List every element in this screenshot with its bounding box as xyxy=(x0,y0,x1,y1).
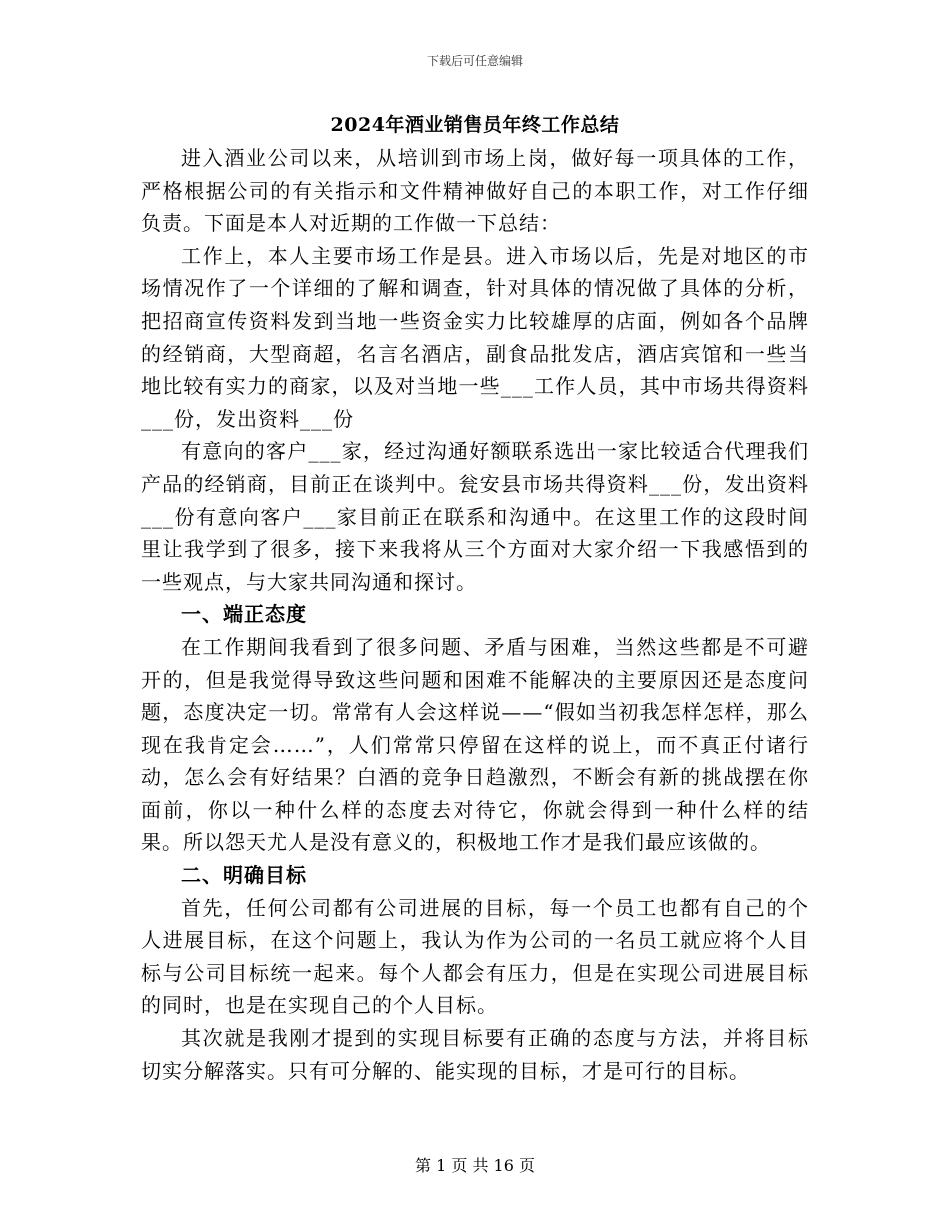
document-body xyxy=(141,142,809,1087)
section-heading-goals: 二、明确目标 xyxy=(181,863,307,888)
paragraph-goals-second: 其次就是我刚才提到的实现目标要有正确的态度与方法，并将目标切实分解落实。只有可分解的、能实现的目标，才是可行的目标。 xyxy=(141,1026,809,1083)
paragraph-goals-first: 首先，任何公司都有公司进展的目标，每一个员工也都有自己的个人进展目标，在这个问题上，我认为作为公司的一名员工就应将个人目标与公司目标统一起来。每个人都会有压力，但是在实现公司进展目标的同时，也是在实现自己的个人目标。 xyxy=(141,895,809,1018)
section-heading-attitude: 一、端正态度 xyxy=(181,602,307,627)
header-note: 下载后可任意编辑 xyxy=(426,54,523,68)
document-title: 2024年酒业销售员年终工作总结 xyxy=(330,114,620,136)
page-footer: 第 1 页 共 16 页 xyxy=(415,1156,535,1175)
paragraph-clients: 有意向的客户___家，经过沟通好额联系选出一家比较适合代理我们产品的经销商，目前正在谈判中。瓮安县市场共得资料___份，发出资料___份有意向客户___家目前正在联系和沟通中。在这里工作的这段时间里让我学到了很多，接下来我将从三个方面对大家介绍一下我感悟到的一些观点，与大家共同沟通和探讨。 xyxy=(141,439,809,594)
paragraph-intro: 进入酒业公司以来，从培训到市场上岗，做好每一项具体的工作，严格根据公司的有关指示和文件精神做好自己的本职工作，对工作仔细负责。下面是本人对近期的工作做一下总结： xyxy=(141,146,809,236)
paragraph-attitude: 在工作期间我看到了很多问题、矛盾与困难，当然这些都是不可避开的，但是我觉得导致这些问题和困难不能解决的主要原因还是态度问题，态度决定一切。常常有人会这样说——“假如当初我怎样怎样，那么现在我肯定会……”，人们常常只停留在这样的说上，而不真正付诸行动，怎么会有好结果？白酒的竞争日趋激烈，不断会有新的挑战摆在你面前，你以一种什么样的态度去对待它，你就会得到一种什么样的结果。所以怨天尤人是没有意义的，积极地工作才是我们最应该做的。 xyxy=(141,634,809,855)
paragraph-work: 工作上，本人主要市场工作是县。进入市场以后，先是对地区的市场情况作了一个详细的了解和调查，针对具体的情况做了具体的分析，把招商宣传资料发到当地一些资金实力比较雄厚的店面，例如各个品牌的经销商，大型商超，名言名酒店，副食品批发店，酒店宾馆和一些当地比较有实力的商家，以及对当地一些___工作人员，其中市场共得资料___份，发出资料___份 xyxy=(141,243,809,431)
